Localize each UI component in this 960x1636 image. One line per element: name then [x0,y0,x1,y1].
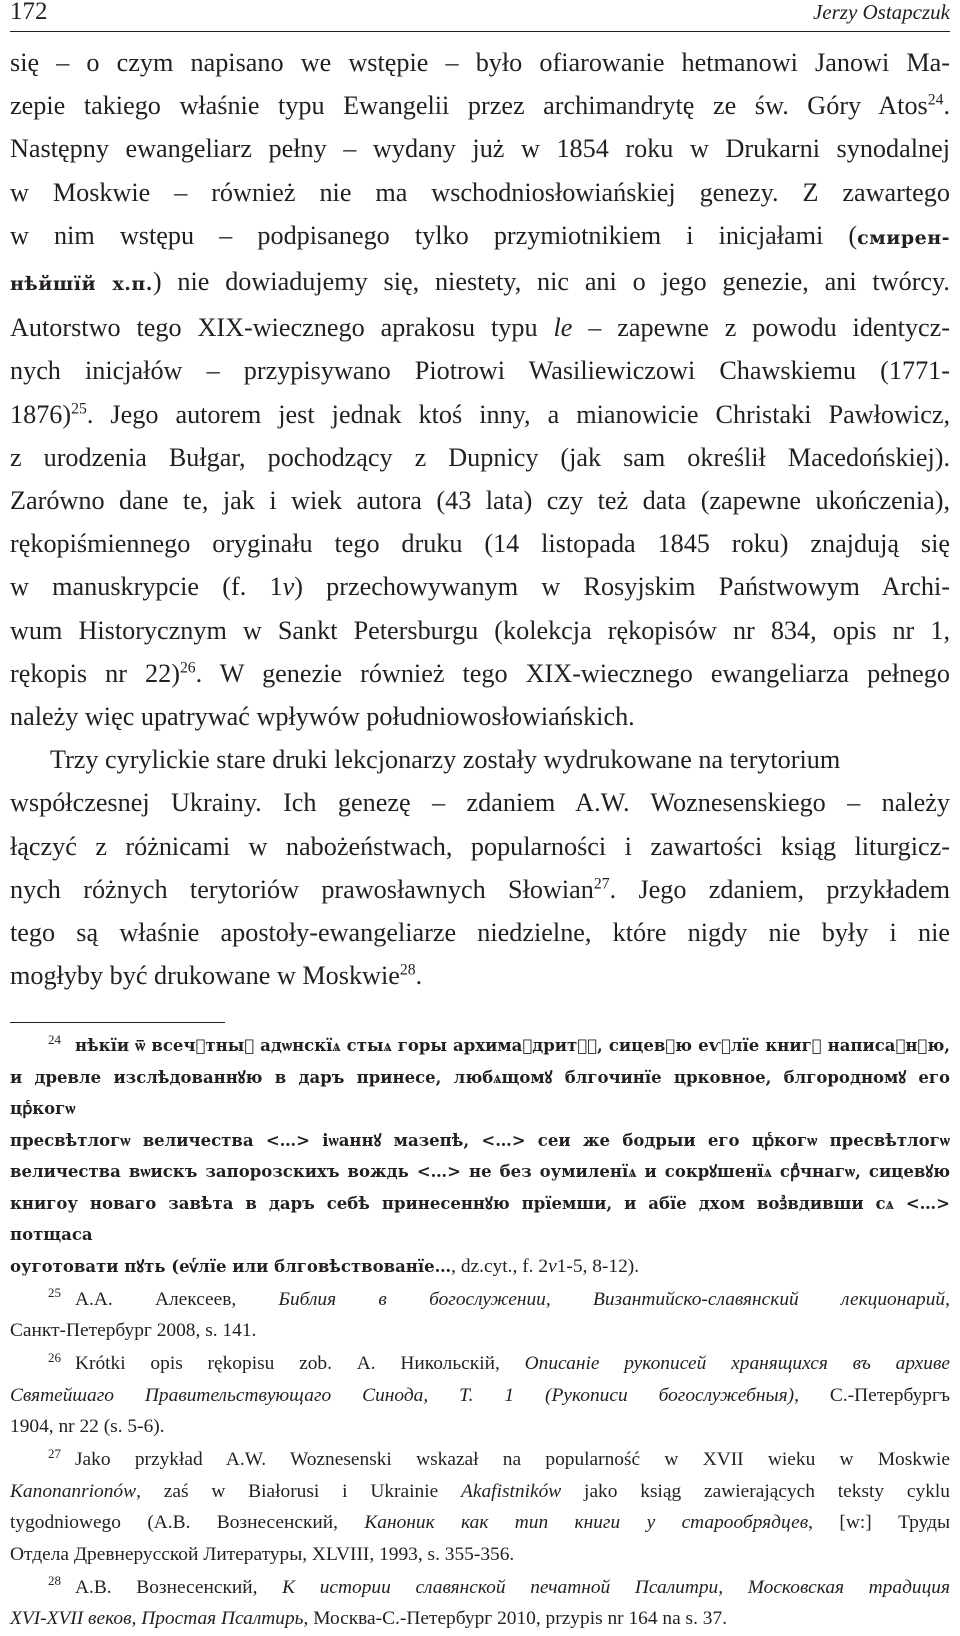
text-line [10,1251,950,1283]
text: , Москва-С.-Петербург 2010, przypis nr 164 na s. 37. [303,1608,728,1629]
church-slavonic-text: нѣйшїй х.п. [10,273,153,296]
text: . [943,91,950,121]
text-line [10,1284,950,1316]
footnote-ref-28[interactable]: 28 [399,961,416,979]
running-header [10,0,950,30]
text-line [10,479,950,522]
text-line [10,1062,950,1125]
text-line [10,436,950,479]
footnote-number: 24 [48,1031,61,1047]
text: , [945,1288,950,1310]
text: , zaś w Białorusi i Ukrainie [136,1480,462,1502]
text: А.В. Вознесенский, [75,1576,283,1598]
text-line [10,1476,950,1508]
text: Jako przykład A.W. Woznesenski wskazał na popularność w XVII wieku w Moskwie [75,1449,950,1470]
text-line [10,1411,950,1443]
italic-text: v [548,1255,557,1277]
text-line [10,1125,950,1157]
church-slavonic-text: оуготовати пꙋть (еѵⷢлїе или блговѣствованїе… [10,1256,452,1276]
text: w Moskwie – również nie ma wschodniosłowiańskiej genezy. Z zawartego [10,177,950,207]
text: – zapewne z powodu identycz- [572,313,950,343]
church-slavonic-text: величества вѡискъ запорозскихъ вождь <…> не без оумиленїѧ и сокрꙋшенїѧ срⷣчнагѡ, сицевꙋю [10,1162,950,1181]
text: . W genezie również tego XIX-wiecznego ewangeliarza pełnego [195,658,950,688]
text: mogłyby być drukowane w Moskwie [10,961,400,991]
footnote-number: 25 [48,1285,61,1301]
text: nych różnych terytoriów prawosławnych Słowian [10,874,594,904]
footnote-ref-24[interactable]: 24 [927,91,944,109]
footnote-ref-25[interactable]: 25 [71,399,87,417]
paragraph-1 [10,41,950,738]
text-line [10,954,950,997]
text: . Jego autorem jest jednak ktoś inny, a mianowicie Christaki Pawłowicz, [86,399,950,429]
text-line [10,695,950,738]
italic-text: Описаніе рукописей хранящихся въ архиве [524,1353,950,1374]
text-line [10,911,950,954]
footnote-number: 28 [48,1573,61,1589]
italic-text: v [282,572,295,602]
italic-text: Каноник как тип книги у старообрядцев [364,1512,809,1533]
text-line [10,306,950,349]
church-slavonic-text: смирен- [857,226,950,249]
main-text [10,41,950,997]
text: nych inicjałów – przypisywano Piotrowi Wasiliewiczowi Chawskiemu (1771- [10,356,950,386]
text: wum Historycznym w Sankt Petersburgu (kolekcja rękopisów nr 834, opis nr 1, [10,615,950,645]
footnote-number: 26 [48,1349,61,1365]
text-line [10,127,950,170]
text-line [10,214,950,260]
text-line [10,565,950,608]
text-line [10,1380,950,1412]
text-line [10,1603,950,1635]
text-line [10,171,950,214]
text: tego są właśnie apostoły-ewangeliarze niedzielne, które nigdy nie były i nie [10,918,950,948]
text-line [10,349,950,392]
footnote-24 [10,1030,950,1282]
text: rękopis nr 22) [10,658,180,688]
text: z urodzenia Bułgar, pochodzący z Dupnicy (jak sam określił Macedońskiej). [10,442,950,472]
text-line [10,84,950,127]
text-line [10,1539,950,1571]
text-line [10,825,950,868]
text: 1904, nr 22 (s. 5-6). [10,1416,165,1437]
text: ) nie dowiadujemy się, niestety, nic ani o jego genezie, ani twórcy. [152,267,950,297]
footnote-ref-26[interactable]: 26 [179,659,196,677]
footnote-26 [10,1348,950,1443]
text: Trzy cyrylickie stare druki lekcjonarzy zostały wydrukowane na terytorium [50,745,841,775]
text-line [10,1444,950,1476]
text: Krótki opis rękopisu zob. А. Никольскій, [75,1353,525,1374]
text-line [10,652,950,695]
text: łączyć z różnicami w nabożeństwach, popularności i zawartości ksiąg liturgicz- [10,831,950,861]
text-line [10,1507,950,1539]
text: , [w:] Труды [808,1512,950,1533]
text: jako ksiąg zawierających teksty cyklu [561,1480,950,1502]
italic-text: К истории славянской печатной Псалитри, Московская традиция [282,1576,950,1598]
text-line [10,41,950,84]
text-line [10,1572,950,1604]
text: tygodniowego (А.В. Вознесенский, [10,1512,365,1533]
text: współczesnej Ukrainy. Ich genezę – zdaniem A.W. Woznesenskiego – należy [10,788,950,818]
footnote-separator [10,1022,225,1023]
text: się – o czym napisano we wstępie – było ofiarowanie hetmanowi Janowi Ma- [10,48,950,77]
italic-text: Святейшаго Правительствующаго Синода, Т. 1 (Рукописи богослужебныя) [10,1384,795,1406]
text: ) przechowywanym w Rosyjskim Państwowym Archi- [294,572,951,602]
church-slavonic-text: и древле изслѣдованнꙋю в даръ принесе, любѧщомꙋ блгочинїе црковное, блгородномꙋ его црⷭкогѡ [10,1067,950,1118]
text-line [10,1315,950,1347]
text: należy więc upatrywać wpływów południowosłowiańskich. [10,702,635,732]
text: Autorstwo tego XIX-wiecznego aprakosu typu [10,313,554,343]
footnote-27 [10,1444,950,1570]
text-line [10,1030,950,1062]
text: w manuskrypcie (f. 1 [10,572,283,602]
text: Отдела Древнерусской Литературы, XLVIII, 1993, s. 355-356. [10,1543,515,1565]
italic-text: XVI-XVII веков, Простая Псалтирь [10,1608,304,1629]
italic-text: Akafistników [461,1480,562,1502]
text: 1876) [10,399,72,429]
church-slavonic-text: нѣкїи ѿ всечⷭтныⷯ адѡнскїѧ стыѧ горы архимаⷩдритѡⷡ, сицевꙋю еѵⷢлїе книгꙋ написаⷩнꙋю, [75,1036,950,1055]
text: rękopiśmiennego oryginału tego druku (14 listopada 1845 roku) znajdują się [10,529,950,559]
text: zepie takiego właśnie typu Ewangelii przez archimandrytę ze św. Góry Atos [10,91,928,121]
text: , dz.cyt., f. 2 [451,1255,549,1277]
running-head-author: Jerzy Ostapczuk [812,0,950,24]
italic-text: le [553,313,573,343]
text: 1-5, 8-12). [556,1255,640,1277]
italic-text: Библия в богослужении, Византийско-славянский лекционарий [278,1288,946,1310]
header-rule [10,31,950,32]
italic-text: Kanonanrionów [10,1480,137,1502]
footnote-25 [10,1284,950,1347]
footnotes [10,1030,950,1636]
church-slavonic-text: пресвѣтлогѡ величества <…> іѡаннꙋ мазепѣ, <…> сеи же бодрыи его црⷭкогѡ пресвѣтлогѡ [10,1130,950,1150]
text-line [10,1156,950,1188]
text-line [10,522,950,565]
text: Санкт-Петербург 2008, s. 141. [10,1320,257,1341]
text: , С.-Петербургъ [794,1384,950,1406]
text: . [415,961,423,991]
footnote-28 [10,1572,950,1635]
page-number: 172 [10,0,48,25]
text-line [10,868,950,911]
text: w nim wstępu – podpisanego tylko przymiotnikiem i inicjałami ( [10,220,858,250]
text: Następny ewangeliarz pełny – wydany już w 1854 roku w Drukarni synodalnej [10,134,950,164]
text-line [10,1348,950,1380]
church-slavonic-text: книгоу новаго завѣта в даръ себѣ принесеннꙋю прїемши, и абїе дхом возⷥвдивши сѧ <…> потщаса [10,1193,950,1244]
footnote-number: 27 [48,1445,61,1461]
text-line [10,1188,950,1251]
text: . Jego zdaniem, przykładem [609,874,950,904]
text: Zarówno dane te, jak i wiek autora (43 lata) czy też data (zapewne ukończenia), [10,486,950,516]
text-line [10,260,950,306]
footnote-ref-27[interactable]: 27 [593,875,610,893]
text-line [10,781,950,824]
text-line [10,393,950,436]
text-line [10,609,950,652]
paragraph-2 [10,738,950,997]
text: А.А. Алексеев, [75,1288,279,1310]
